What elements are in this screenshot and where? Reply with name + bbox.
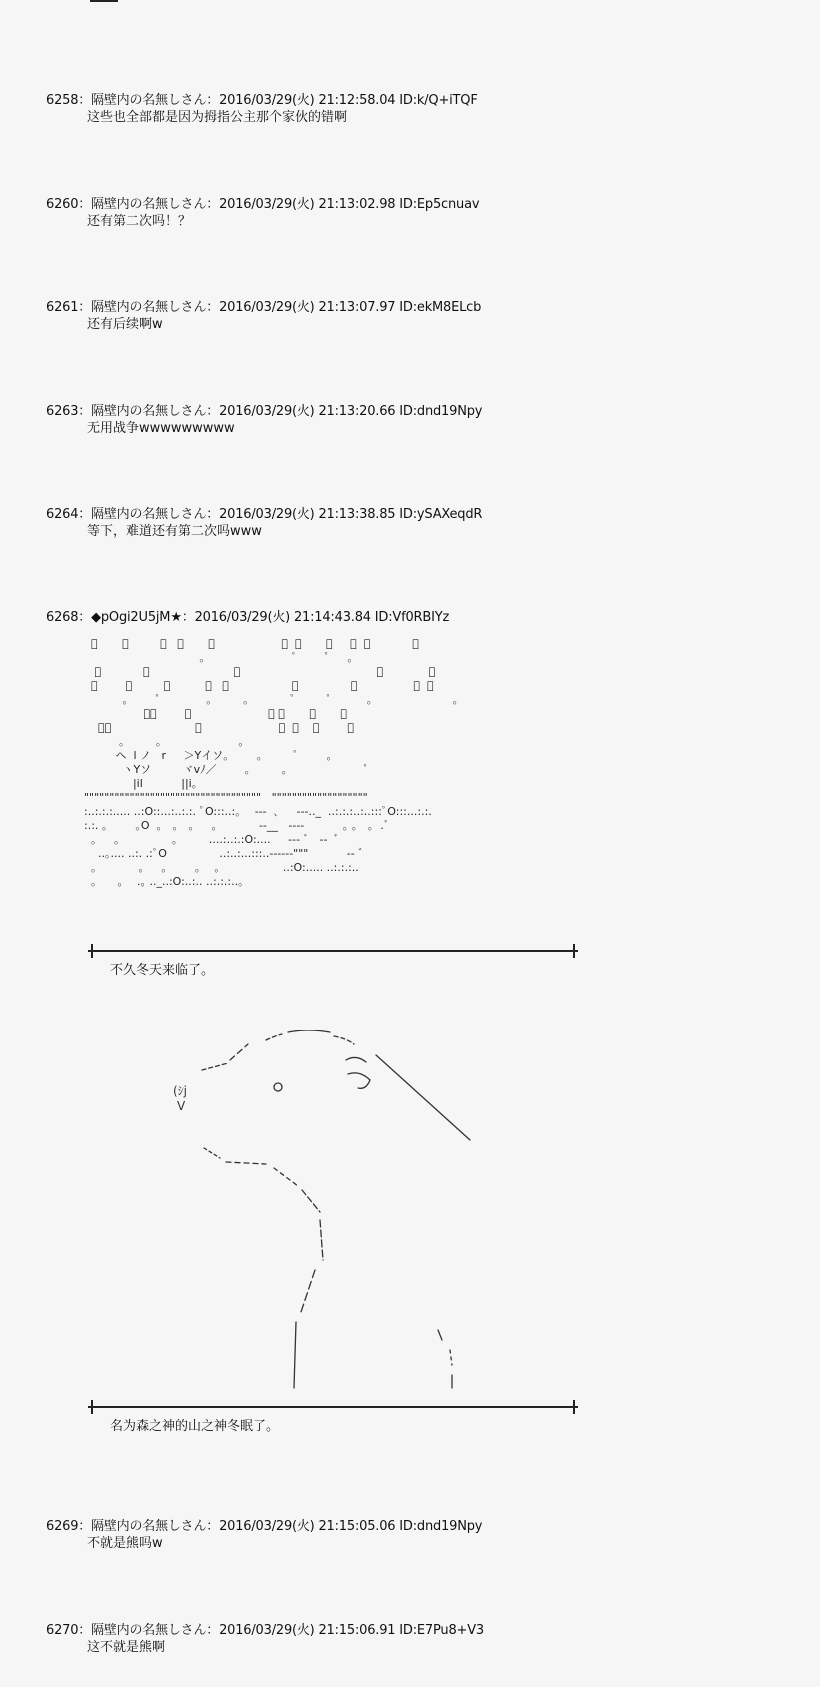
post-header: 6260：隔壁内の名無しさん：2016/03/29(火) 21:13:02.98 ID:Ep5cnuav bbox=[46, 197, 480, 212]
bear-eye bbox=[274, 1083, 282, 1091]
post-body: 无用战争wwwwwwwww bbox=[87, 421, 235, 436]
divider-bar bbox=[88, 944, 578, 958]
snow-scene-ascii-art: ﾟ ｡ ﾟ ﾟ ｡ ﾟ ﾟ ｡ ﾟ ｡ ﾟ ｡ ﾟ ﾟ ｡ ﾟ ｡ ｡ ｡ ｡ ﾟ ｡ ｡ ｡ ﾟ ﾟ ｡ ﾟ ﾟ ｡ ﾟ ｡ ｡ ﾟ ﾟ ｡ ｡ ﾟ｡ ｡ ﾟ ﾟ ｡ ｡ ﾟ｡ ｡ ﾟ ｡ ｡ ﾟ ｡ ｡ ｡ ヘ l ノ r ＞Yイソ｡ ｡ ﾟ ｡ ヽYソ ヾvﾉ／ ｡ ｡ ﾟ |il ||i｡ """"""""""""""""""""""""""""""""""" """"""""""""""""""" :..:.:.:..... ..:O::...:..:.:. ﾟO:::..:｡ ‐‐‐ ､ ‐‐‐.._ ..:.:.:..:..:::ﾟO:::...:.:. :.:. ｡ ｡O ｡ ｡ ｡ ｡ ‐‐__ ‐‐‐‐ ｡ ｡ ｡ .ﾞ ｡ ｡ ｡ ....:..:.:O:.... ‐‐‐ ﾞ ‐‐ ﾞ ..｡.... ..:. .:ﾟO ..:..:...:::..‐‐‐‐‐‐""" ‐‐ ﾞ ｡ ｡ ｡ ｡ ｡ ..:O:..... ..:.:.:.. ｡ ｡ .｡ .._..:O:..:.. ..:.:.:..｡ bbox=[84, 637, 459, 888]
post-6264 bbox=[46, 506, 482, 540]
post-6269 bbox=[46, 1518, 482, 1552]
bear-head-top bbox=[288, 1030, 330, 1032]
post-body: 不就是熊吗w bbox=[87, 1536, 163, 1551]
post-body: 等下，难道还有第二次吗www bbox=[87, 524, 262, 539]
post-body: 还有第二次吗！？ bbox=[87, 214, 192, 229]
post-header: 6258：隔壁内の名無しさん：2016/03/29(火) 21:12:58.04 ID:k/Q+iTQF bbox=[46, 93, 478, 108]
svg-text:V: V bbox=[177, 1099, 186, 1113]
top-rule bbox=[90, 0, 118, 2]
post-6268 bbox=[46, 609, 449, 626]
bear-mouth-glyph: (ｼj bbox=[173, 1084, 188, 1098]
sleeping-bear-ascii-art bbox=[170, 1030, 480, 1390]
post-header: 6270：隔壁内の名無しさん：2016/03/29(火) 21:15:06.91 ID:E7Pu8+V3 bbox=[46, 1623, 484, 1638]
post-body: 这些也全部都是因为拇指公主那个家伙的错啊 bbox=[87, 110, 348, 125]
bear-caption: 名为森之神的山之神冬眠了。 bbox=[110, 1419, 280, 1434]
post-6258 bbox=[46, 92, 478, 126]
post-6263 bbox=[46, 403, 482, 437]
post-6261 bbox=[46, 299, 481, 333]
post-6260 bbox=[46, 196, 479, 230]
bear-ear bbox=[346, 1057, 366, 1062]
post-header: 6269：隔壁内の名無しさん：2016/03/29(火) 21:15:05.06 ID:dnd19Npy bbox=[46, 1519, 483, 1534]
bear-front-leg bbox=[294, 1322, 296, 1388]
bear-back-line bbox=[376, 1055, 470, 1140]
post-header: 6263：隔壁内の名無しさん：2016/03/29(火) 21:13:20.66 ID:dnd19Npy bbox=[46, 404, 483, 419]
post-body: 这不就是熊啊 bbox=[87, 1640, 166, 1655]
post-6270 bbox=[46, 1622, 484, 1656]
divider-bar bbox=[88, 1400, 578, 1414]
post-body: 还有后续啊w bbox=[87, 317, 163, 332]
post-header: 6264：隔壁内の名無しさん：2016/03/29(火) 21:13:38.85 ID:ySAXeqdR bbox=[46, 507, 483, 522]
post-header: 6268：◆pOgi2U5jM★：2016/03/29(火) 21:14:43.84 ID:Vf0RBIYz bbox=[46, 610, 450, 625]
scene-caption: 不久冬天来临了。 bbox=[110, 963, 215, 978]
post-header: 6261：隔壁内の名無しさん：2016/03/29(火) 21:13:07.97 ID:ekM8ELcb bbox=[46, 300, 482, 315]
